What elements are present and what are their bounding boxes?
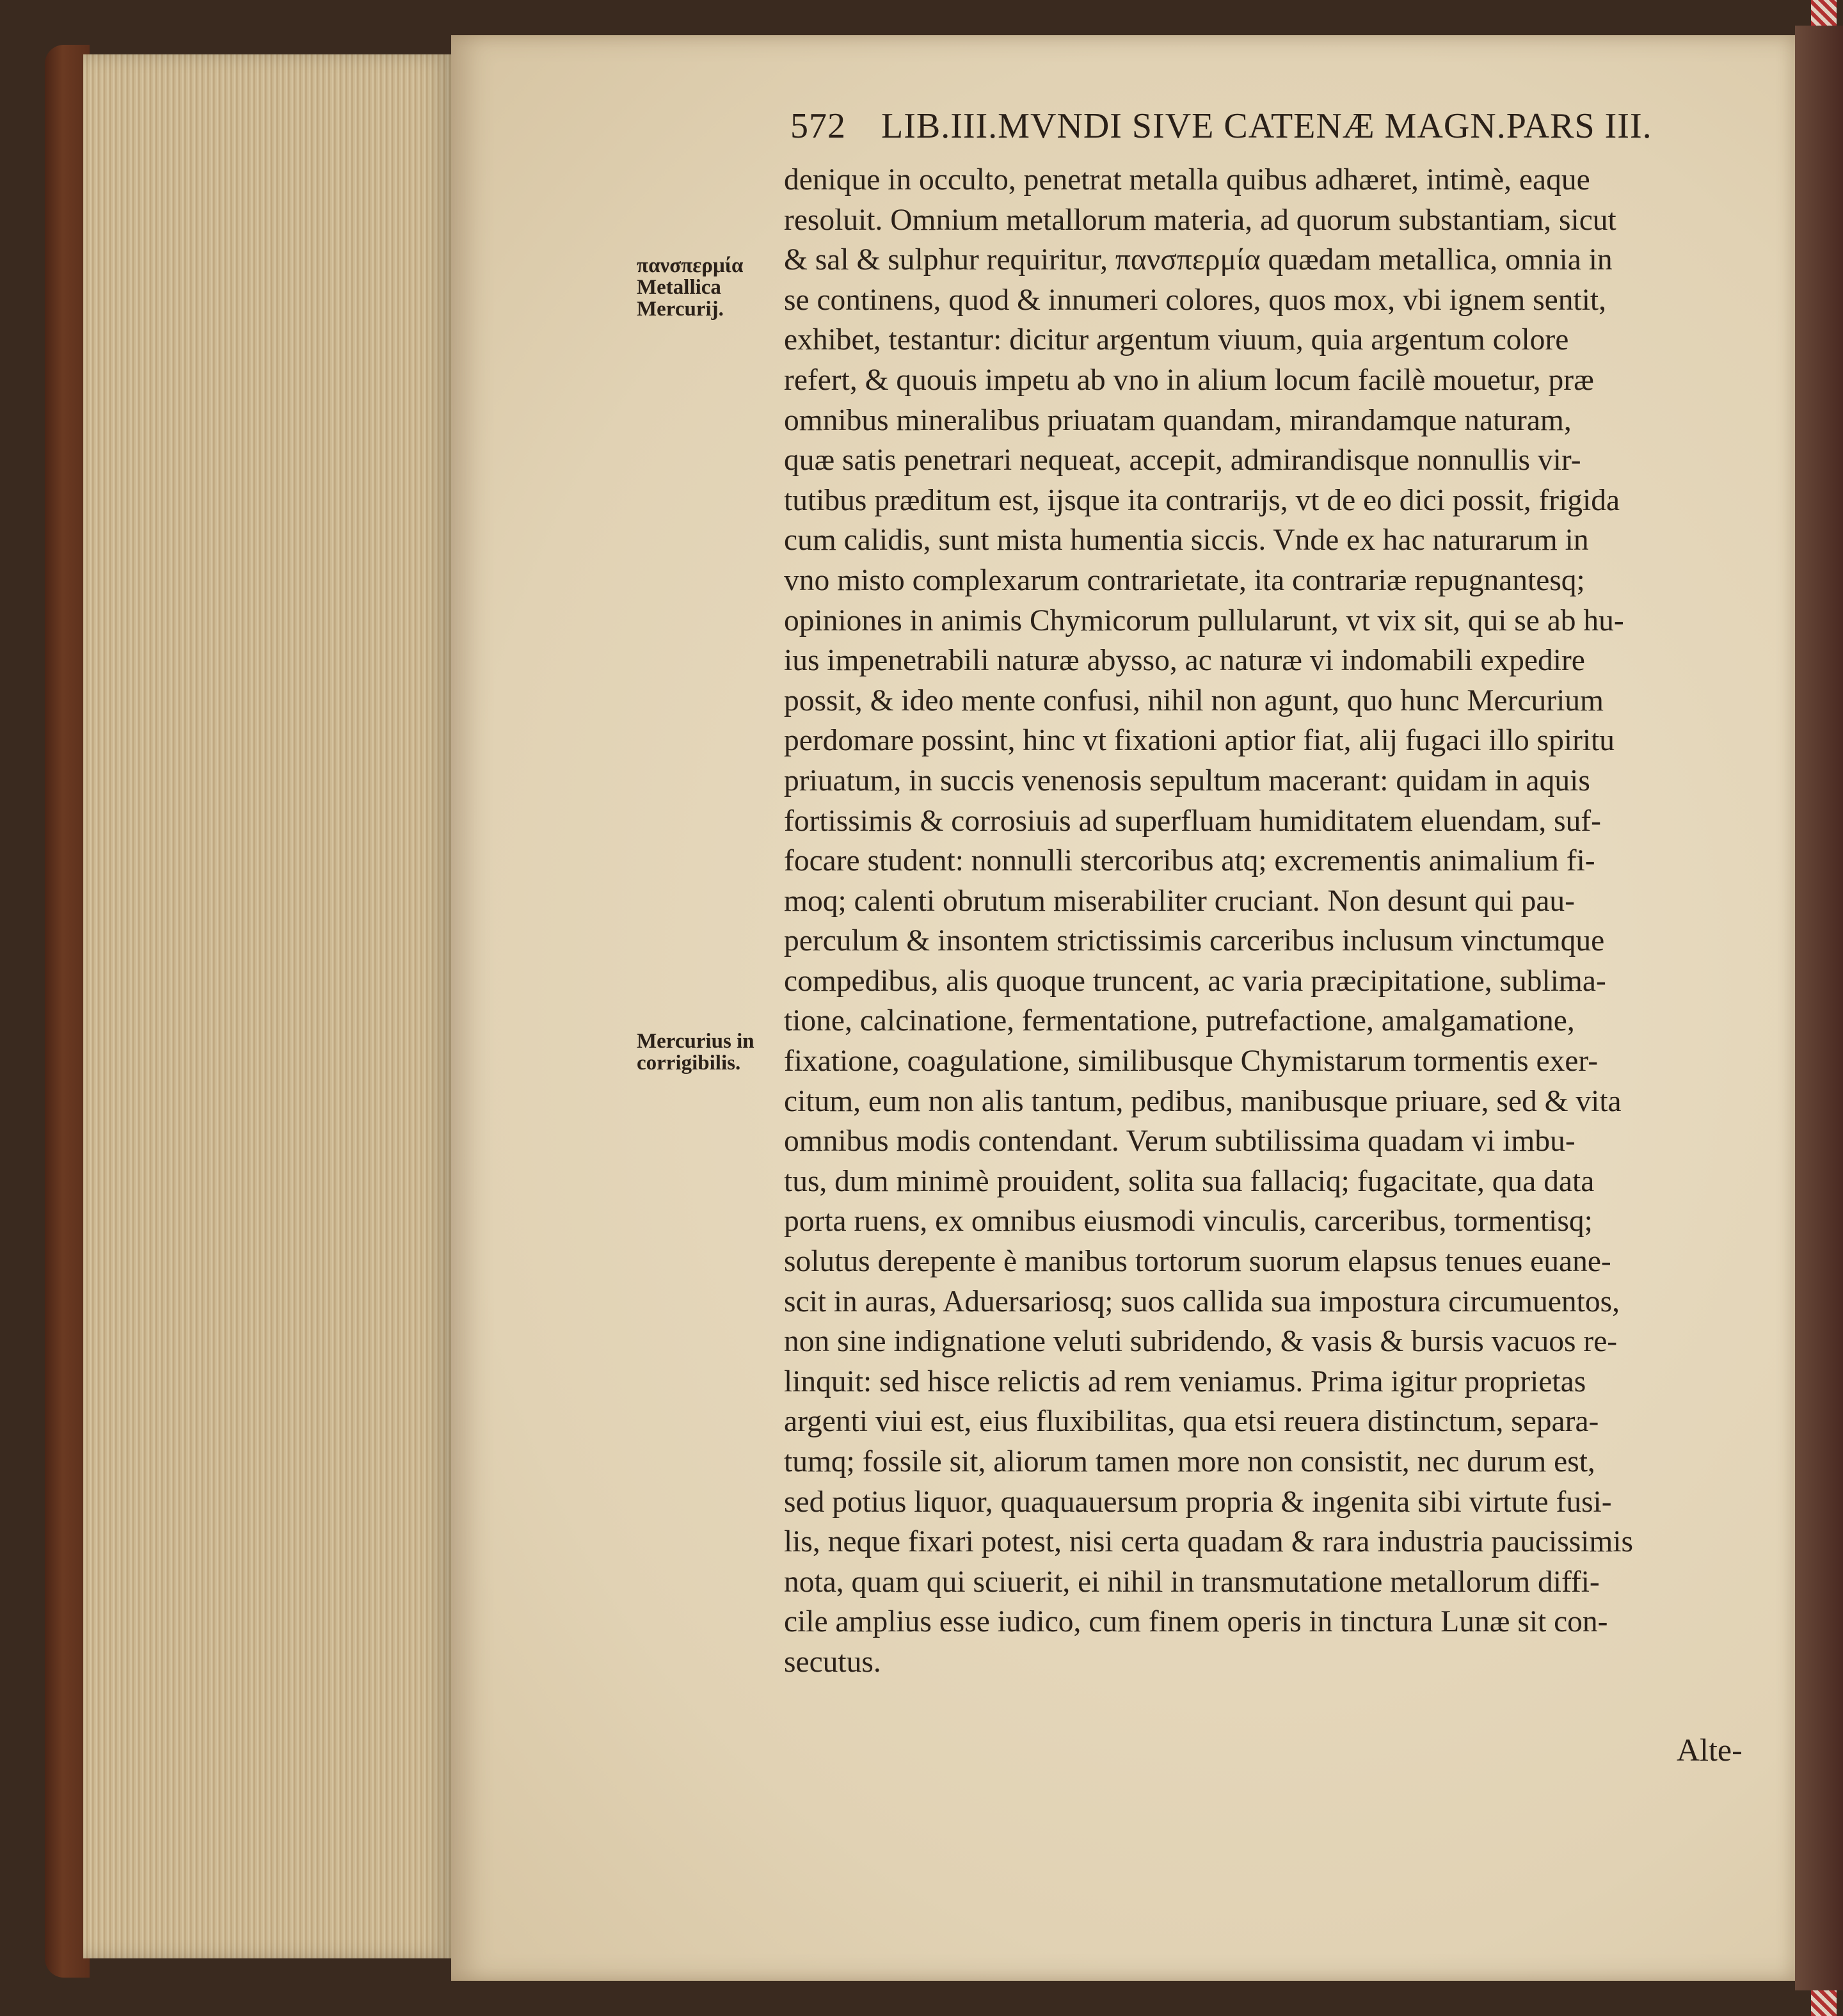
text-line: non sine indignatione veluti subridendo, & vasis & bursis vacuos re- — [784, 1325, 1618, 1359]
text-line: opiniones in animis Chymicorum pullularunt, vt vix sit, qui se ab hu- — [784, 604, 1624, 637]
text-line: sed potius liquor, quaquauersum propria & ingenita sibi virtute fusi- — [784, 1485, 1612, 1519]
text-line: exhibet, testantur: dicitur argentum viuum, quia argentum colore — [784, 323, 1569, 357]
page-stack-edge — [83, 54, 454, 1958]
margin-note-line: Mercurius in — [637, 1030, 754, 1053]
text-line: secutus. — [784, 1645, 881, 1679]
margin-note-line: Mercurij. — [637, 298, 724, 321]
text-line: citum, eum non alis tantum, pedibus, manibusque priuare, sed & vita — [784, 1084, 1622, 1118]
text-line: fixatione, coagulatione, similibusque Chymistarum tormentis exer- — [784, 1044, 1599, 1078]
text-line: refert, & quouis impetu ab vno in alium locum facilè mouetur, præ — [784, 363, 1594, 397]
page-number: 572 — [790, 106, 846, 146]
text-line: ius impenetrabili naturæ abysso, ac naturæ vi indomabili expedire — [784, 644, 1585, 678]
running-header — [790, 106, 1763, 147]
bookmark-ribbon-top — [1811, 0, 1837, 26]
text-line: compedibus, alis quoque truncent, ac varia præcipitatione, sublima- — [784, 964, 1606, 998]
text-line: tione, calcinatione, fermentatione, putrefactione, amalgamatione, — [784, 1004, 1575, 1038]
text-line: quæ satis penetrari nequeat, accepit, admirandisque nonnullis vir- — [784, 444, 1581, 477]
text-line: perdomare possint, hinc vt fixationi aptior fiat, alij fugaci illo spiritu — [784, 724, 1615, 758]
bookmark-ribbon-bottom — [1811, 1990, 1837, 2016]
margin-note-panspermia — [637, 255, 784, 320]
text-line: solutus derepente è manibus tortorum suorum elapsus tenues euane- — [784, 1245, 1611, 1279]
text-line: nota, quam qui sciuerit, ei nihil in transmutatione metallorum diffi- — [784, 1565, 1600, 1599]
text-line: cile amplius esse iudico, cum finem operis in tinctura Lunæ sit con- — [784, 1605, 1608, 1639]
margin-note-line: Metallica — [637, 276, 721, 299]
text-line: tutibus præditum est, ijsque ita contrarijs, vt de eo dici possit, frigida — [784, 483, 1620, 517]
text-line: porta ruens, ex omnibus eiusmodi vinculis, carceribus, tormentisq; — [784, 1204, 1593, 1238]
margin-note-mercurius — [637, 1030, 784, 1074]
text-line: fortissimis & corrosiuis ad superfluam humiditatem eluendam, suf- — [784, 804, 1601, 838]
text-line: se continens, quod & innumeri colores, quos mox, vbi ignem sentit, — [784, 283, 1606, 317]
margin-note-line: corrigibilis. — [637, 1052, 741, 1075]
running-title: LIB.III.MVNDI SIVE CATENÆ MAGN.PARS III. — [881, 106, 1652, 146]
text-line: focare student: nonnulli stercoribus atq; excrementis animalium fi- — [784, 844, 1595, 878]
text-line: linquit: sed hisce relictis ad rem veniamus. Prima igitur proprietas — [784, 1364, 1586, 1398]
gutter-edge — [1795, 26, 1843, 1990]
text-line: priuatum, in succis venenosis sepultum macerant: quidam in aquis — [784, 764, 1590, 797]
main-text-block — [784, 160, 1773, 1683]
text-line: tumq; fossile sit, aliorum tamen more non consistit, nec durum est, — [784, 1445, 1595, 1478]
text-line: omnibus mineralibus priuatam quandam, mirandamque naturam, — [784, 403, 1572, 437]
catchword: Alte- — [1677, 1732, 1743, 1768]
text-line: lis, neque fixari potest, nisi certa quadam & rara industria paucissimis — [784, 1525, 1634, 1559]
text-line: argenti viui est, eius fluxibilitas, qua etsi reuera distinctum, separa- — [784, 1405, 1599, 1439]
text-line: denique in occulto, penetrat metalla quibus adhæret, intimè, eaque — [784, 163, 1590, 196]
text-line: resoluit. Omnium metallorum materia, ad quorum substantiam, sicut — [784, 203, 1616, 237]
text-line: moq; calenti obrutum miserabiliter cruciant. Non desunt qui pau- — [784, 884, 1575, 918]
text-line: omnibus modis contendant. Verum subtilissima quadam vi imbu- — [784, 1124, 1576, 1158]
text-line: possit, & ideo mente confusi, nihil non agunt, quo hunc Mercurium — [784, 684, 1604, 717]
text-line: vno misto complexarum contrarietate, ita contrariæ repugnantesq; — [784, 563, 1585, 597]
text-line: scit in auras, Aduersariosq; suos callida sua impostura circumuentos, — [784, 1284, 1620, 1318]
margin-note-line: πανσπερμία — [637, 254, 744, 277]
text-line: tus, dum minimè prouident, solita sua fallaciq; fugacitate, qua data — [784, 1164, 1595, 1198]
text-line: cum calidis, sunt mista humentia siccis. Vnde ex hac naturarum in — [784, 524, 1589, 557]
text-line: perculum & insontem strictissimis carceribus inclusum vinctumque — [784, 924, 1605, 958]
text-line: & sal & sulphur requiritur, πανσπερμία quædam metallica, omnia in — [784, 243, 1613, 277]
